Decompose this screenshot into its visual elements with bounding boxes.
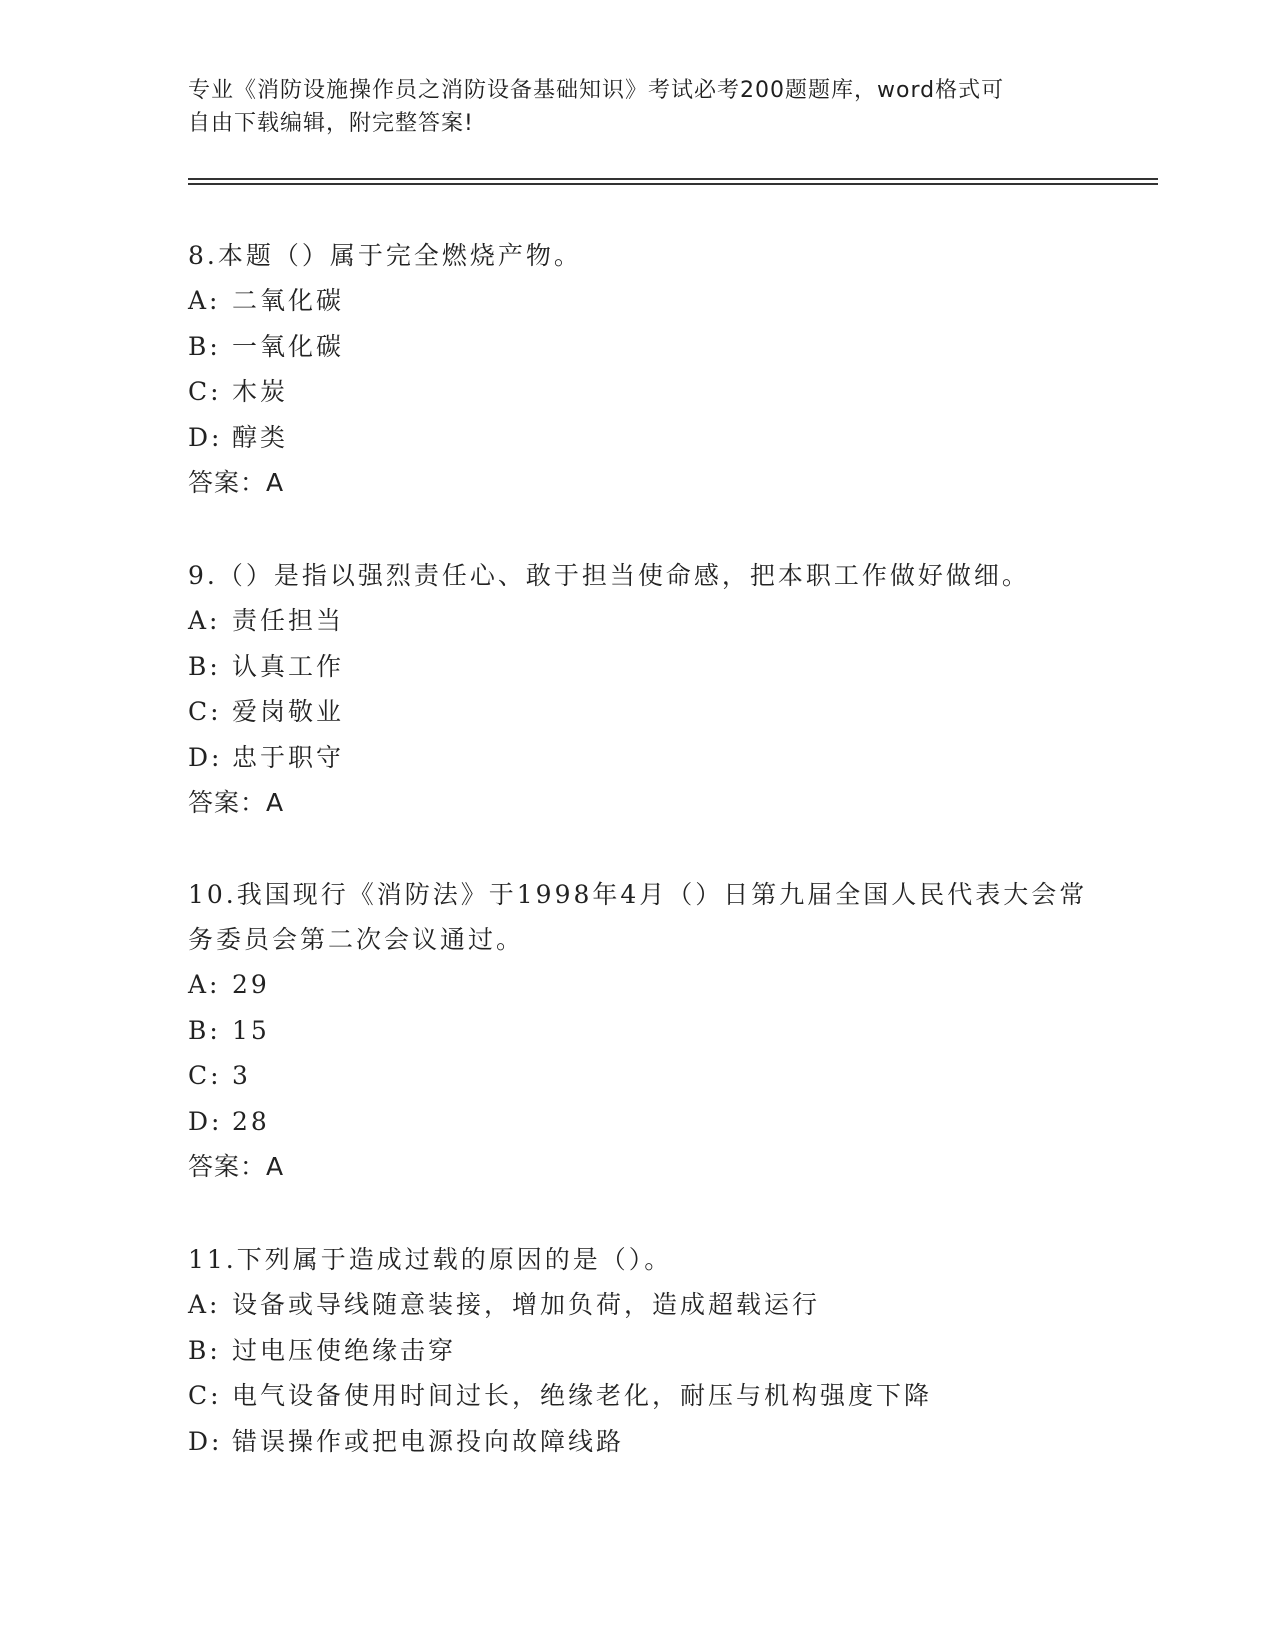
option-key: C: (188, 1381, 222, 1410)
option-d (188, 1419, 1088, 1465)
header-divider-top (188, 178, 1158, 180)
option-key: D: (188, 1426, 223, 1456)
question-answer: 答案：A (188, 788, 285, 817)
option-text: 过电压使绝缘击穿 (232, 1335, 457, 1365)
option-c (188, 1373, 1088, 1419)
question-8 (188, 233, 1088, 505)
option-text: 错误操作或把电源投向故障线路 (232, 1426, 625, 1456)
option-text: 认真工作 (232, 651, 345, 681)
option-key: B: (188, 1335, 221, 1365)
option-c (188, 1053, 1088, 1099)
option-d (188, 415, 1088, 461)
option-a (188, 278, 1088, 324)
option-key: A: (188, 606, 221, 635)
question-answer: 答案：A (188, 1152, 285, 1181)
option-b (188, 644, 1088, 690)
option-key: D: (188, 422, 223, 452)
option-text: 木炭 (232, 377, 289, 406)
option-b (188, 1328, 1088, 1374)
option-text: 忠于职守 (232, 742, 345, 772)
option-text: 爱岗敬业 (232, 697, 345, 726)
option-key: C: (188, 377, 222, 406)
option-c (188, 369, 1088, 415)
question-stem: 9.（）是指以强烈责任心、敢于担当使命感，把本职工作做好做细。 (188, 561, 1030, 590)
option-key: B: (188, 651, 221, 681)
option-key: C: (188, 697, 222, 726)
option-key: C: (188, 1061, 222, 1090)
option-text: 一氧化碳 (232, 331, 345, 361)
option-text: 29 (232, 970, 270, 999)
question-10 (188, 872, 1088, 1189)
option-key: A: (188, 286, 221, 315)
question-stem: 8.本题（）属于完全燃烧产物。 (188, 241, 582, 270)
option-b (188, 1008, 1088, 1054)
question-stem: 11.下列属于造成过载的原因的是（）。 (188, 1245, 673, 1274)
question-stem: 10.我国现行《消防法》于1998年4月（）日第九届全国人民代表大会常务委员会第二次会议通过。 (188, 880, 1088, 954)
option-text: 28 (232, 1106, 270, 1136)
option-d (188, 1099, 1088, 1145)
option-key: B: (188, 331, 221, 361)
option-key: D: (188, 1106, 223, 1136)
document-header (188, 74, 1088, 140)
option-a (188, 1282, 1088, 1328)
option-key: B: (188, 1015, 221, 1045)
option-a (188, 962, 1088, 1008)
question-9 (188, 553, 1088, 825)
header-divider-bottom (188, 183, 1158, 185)
option-text: 15 (232, 1015, 270, 1045)
option-text: 二氧化碳 (232, 286, 345, 315)
option-b (188, 324, 1088, 370)
option-text: 3 (232, 1061, 251, 1090)
option-d (188, 735, 1088, 781)
option-key: A: (188, 1290, 221, 1319)
option-key: A: (188, 970, 221, 999)
option-key: D: (188, 742, 223, 772)
option-text: 责任担当 (232, 606, 345, 635)
question-answer: 答案：A (188, 468, 285, 497)
option-text: 电气设备使用时间过长，绝缘老化，耐压与机构强度下降 (232, 1381, 933, 1410)
question-11 (188, 1237, 1088, 1464)
option-text: 醇类 (232, 422, 289, 452)
option-c (188, 689, 1088, 735)
option-a (188, 598, 1088, 644)
header-line-2: 自由下载编辑，附完整答案! (188, 111, 474, 136)
option-text: 设备或导线随意装接，增加负荷，造成超载运行 (232, 1290, 821, 1319)
header-line-1: 专业《消防设施操作员之消防设备基础知识》考试必考200题题库，word格式可 (188, 78, 1005, 103)
